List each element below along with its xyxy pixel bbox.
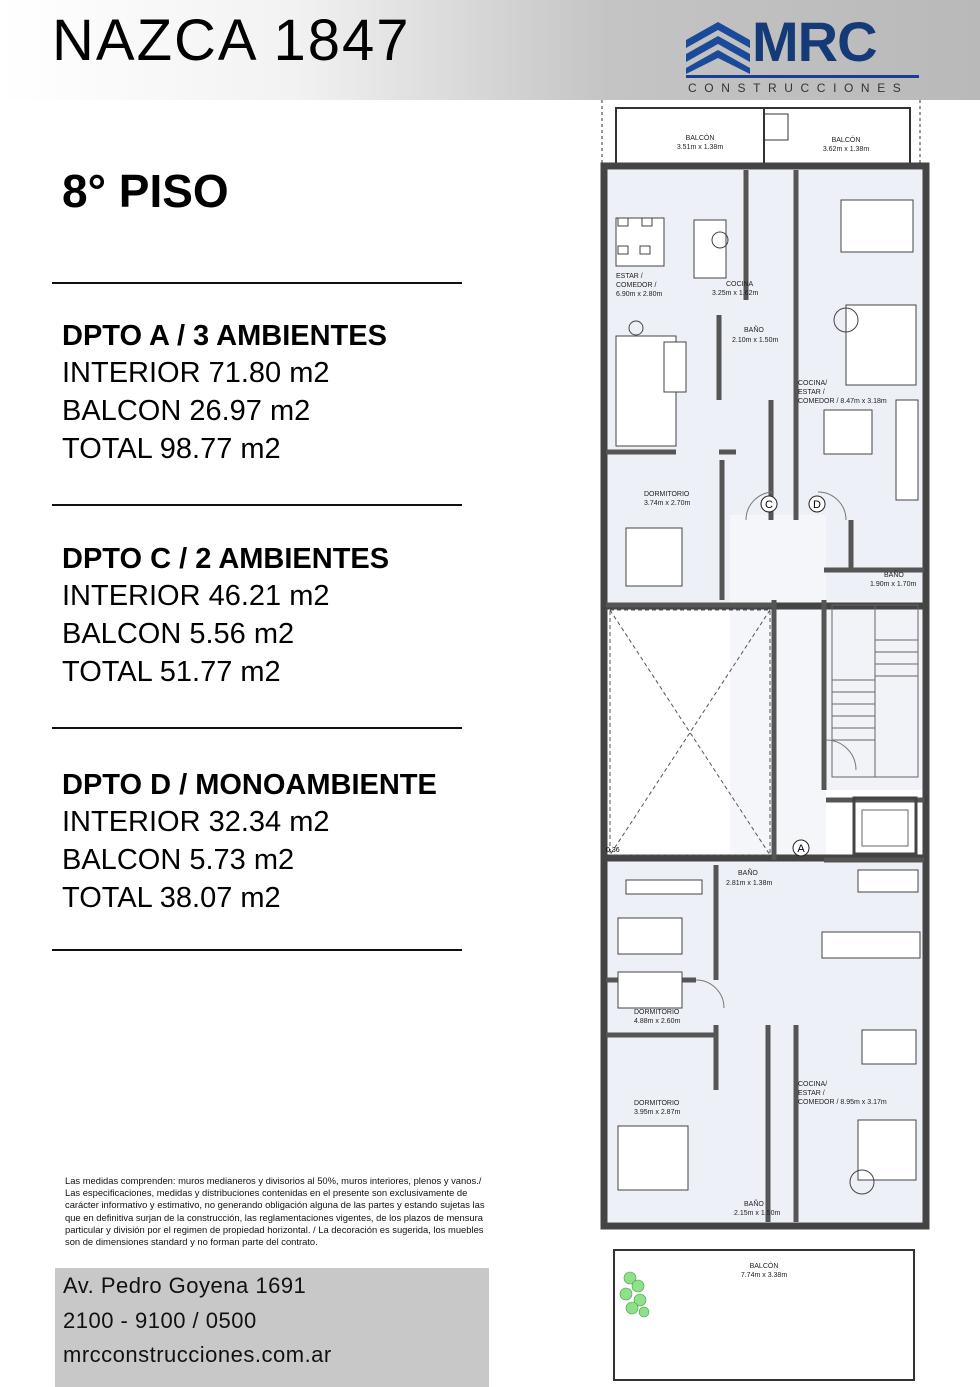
unit-heading: DPTO C / 2 AMBIENTES — [62, 543, 390, 575]
unit-marker-d — [809, 496, 825, 512]
floor-plan — [596, 100, 936, 1387]
room-dims: 7.74m x 3.38m — [740, 1272, 788, 1279]
unit-marker-label: A — [797, 843, 805, 855]
contact-website[interactable]: mrcconstrucciones.com.ar — [63, 1342, 332, 1367]
room-dims: 2.81m x 1.38m — [726, 880, 773, 887]
unit-total: TOTAL 98.77 m2 — [62, 433, 281, 465]
project-title: NAZCA 1847 — [52, 8, 411, 73]
contact-address: Av. Pedro Goyena 1691 — [63, 1273, 307, 1298]
room-name: DORMITORIO — [634, 1009, 680, 1016]
room-name: DORMITORIO — [644, 491, 690, 498]
room-dims: 3.25m x 1.62m — [712, 290, 759, 297]
room-name: ESTAR / — [616, 273, 643, 280]
room-dims: 1.90m x 1.70m — [870, 581, 917, 588]
room-name-2: COMEDOR / — [616, 282, 657, 289]
floor-label: 8° PISO — [62, 165, 229, 217]
divider — [52, 282, 462, 284]
room-name: BAÑO — [884, 572, 904, 579]
room-name: COCINA/ — [798, 380, 828, 387]
room-name: DORMITORIO — [634, 1100, 680, 1107]
room-dims: 2.15m x 1.50m — [734, 1210, 781, 1217]
unit-interior: INTERIOR 46.21 m2 — [62, 580, 330, 612]
unit-block-d — [62, 767, 437, 917]
room-dims: 3.95m x 2.87m — [634, 1109, 681, 1116]
room-name: BALCÓN — [685, 135, 715, 142]
level-mark: 0.36 — [606, 847, 620, 854]
room-name-2: ESTAR / — [798, 389, 825, 396]
room-name: BAÑO — [744, 327, 764, 334]
unit-balcon: BALCON 5.73 m2 — [62, 844, 295, 876]
room-name: BALCÓN — [749, 1263, 779, 1270]
room-dims: 2.10m x 1.50m — [732, 337, 779, 344]
room-name-2: ESTAR / — [798, 1090, 825, 1097]
divider — [52, 949, 462, 951]
unit-block-c — [62, 541, 389, 691]
room-dims: 4.88m x 2.60m — [634, 1018, 681, 1025]
room-dims: 3.51m x 1.38m — [676, 144, 724, 151]
room-name: BALCÓN — [831, 137, 861, 144]
contact-phone: 2100 - 9100 / 0500 — [63, 1308, 257, 1333]
room-dims: 3.62m x 1.38m — [822, 146, 870, 153]
unit-interior: INTERIOR 71.80 m2 — [62, 357, 330, 389]
unit-block-a — [62, 318, 387, 468]
header-band — [0, 0, 980, 100]
room-name: BAÑO — [738, 870, 758, 877]
logo-subtitle: CONSTRUCCIONES — [688, 81, 909, 95]
unit-heading: DPTO D / MONOAMBIENTE — [62, 769, 437, 801]
divider — [52, 727, 462, 729]
unit-marker-a — [793, 840, 809, 856]
room-dims: COMEDOR / 8.47m x 3.18m — [798, 398, 887, 405]
top-balcony — [602, 100, 920, 166]
unit-heading: DPTO A / 3 AMBIENTES — [62, 320, 387, 352]
unit-marker-label: C — [765, 499, 773, 511]
unit-balcon: BALCON 5.56 m2 — [62, 618, 295, 650]
mrc-logo-icon — [686, 22, 750, 74]
room-dims: COMEDOR / 8.95m x 3.17m — [798, 1099, 887, 1106]
contact-box — [55, 1268, 489, 1387]
logo-wordmark: MRC — [752, 10, 877, 73]
room-name: COCINA/ — [798, 1081, 828, 1088]
logo-underline — [686, 75, 919, 78]
unit-total: TOTAL 38.07 m2 — [62, 882, 281, 914]
room-name: BAÑO — [744, 1201, 764, 1208]
unit-total: TOTAL 51.77 m2 — [62, 656, 281, 688]
room-dims: 6.90m x 2.80m — [616, 291, 663, 298]
room-name: COCINA — [726, 281, 754, 288]
room-dims: 3.74m x 2.70m — [644, 500, 691, 507]
unit-marker-c — [761, 496, 777, 512]
unit-marker-label: D — [813, 499, 821, 511]
unit-balcon: BALCON 26.97 m2 — [62, 395, 311, 427]
unit-interior: INTERIOR 32.34 m2 — [62, 806, 330, 838]
divider — [52, 504, 462, 506]
disclaimer-text: Las medidas comprenden: muros medianeros y divisorios al 50%, muros interiores, plenos y vanos./ Las especificaciones, medidas y distribuciones contenidas en el presente son exclusivamente de carácter informativo y estimativo, no generando obligación alguna de las partes y estando sujetas las que en definitiva surjan de la construcción, las reglamentaciones vigentes, de los plazos de mensura particular y división por el regimen de propiedad horizontal. / La decoración es sugerida, los muebles son de dimensiones standard y no forman parte del contrato. — [65, 1175, 485, 1248]
plant-icon — [620, 1272, 649, 1317]
